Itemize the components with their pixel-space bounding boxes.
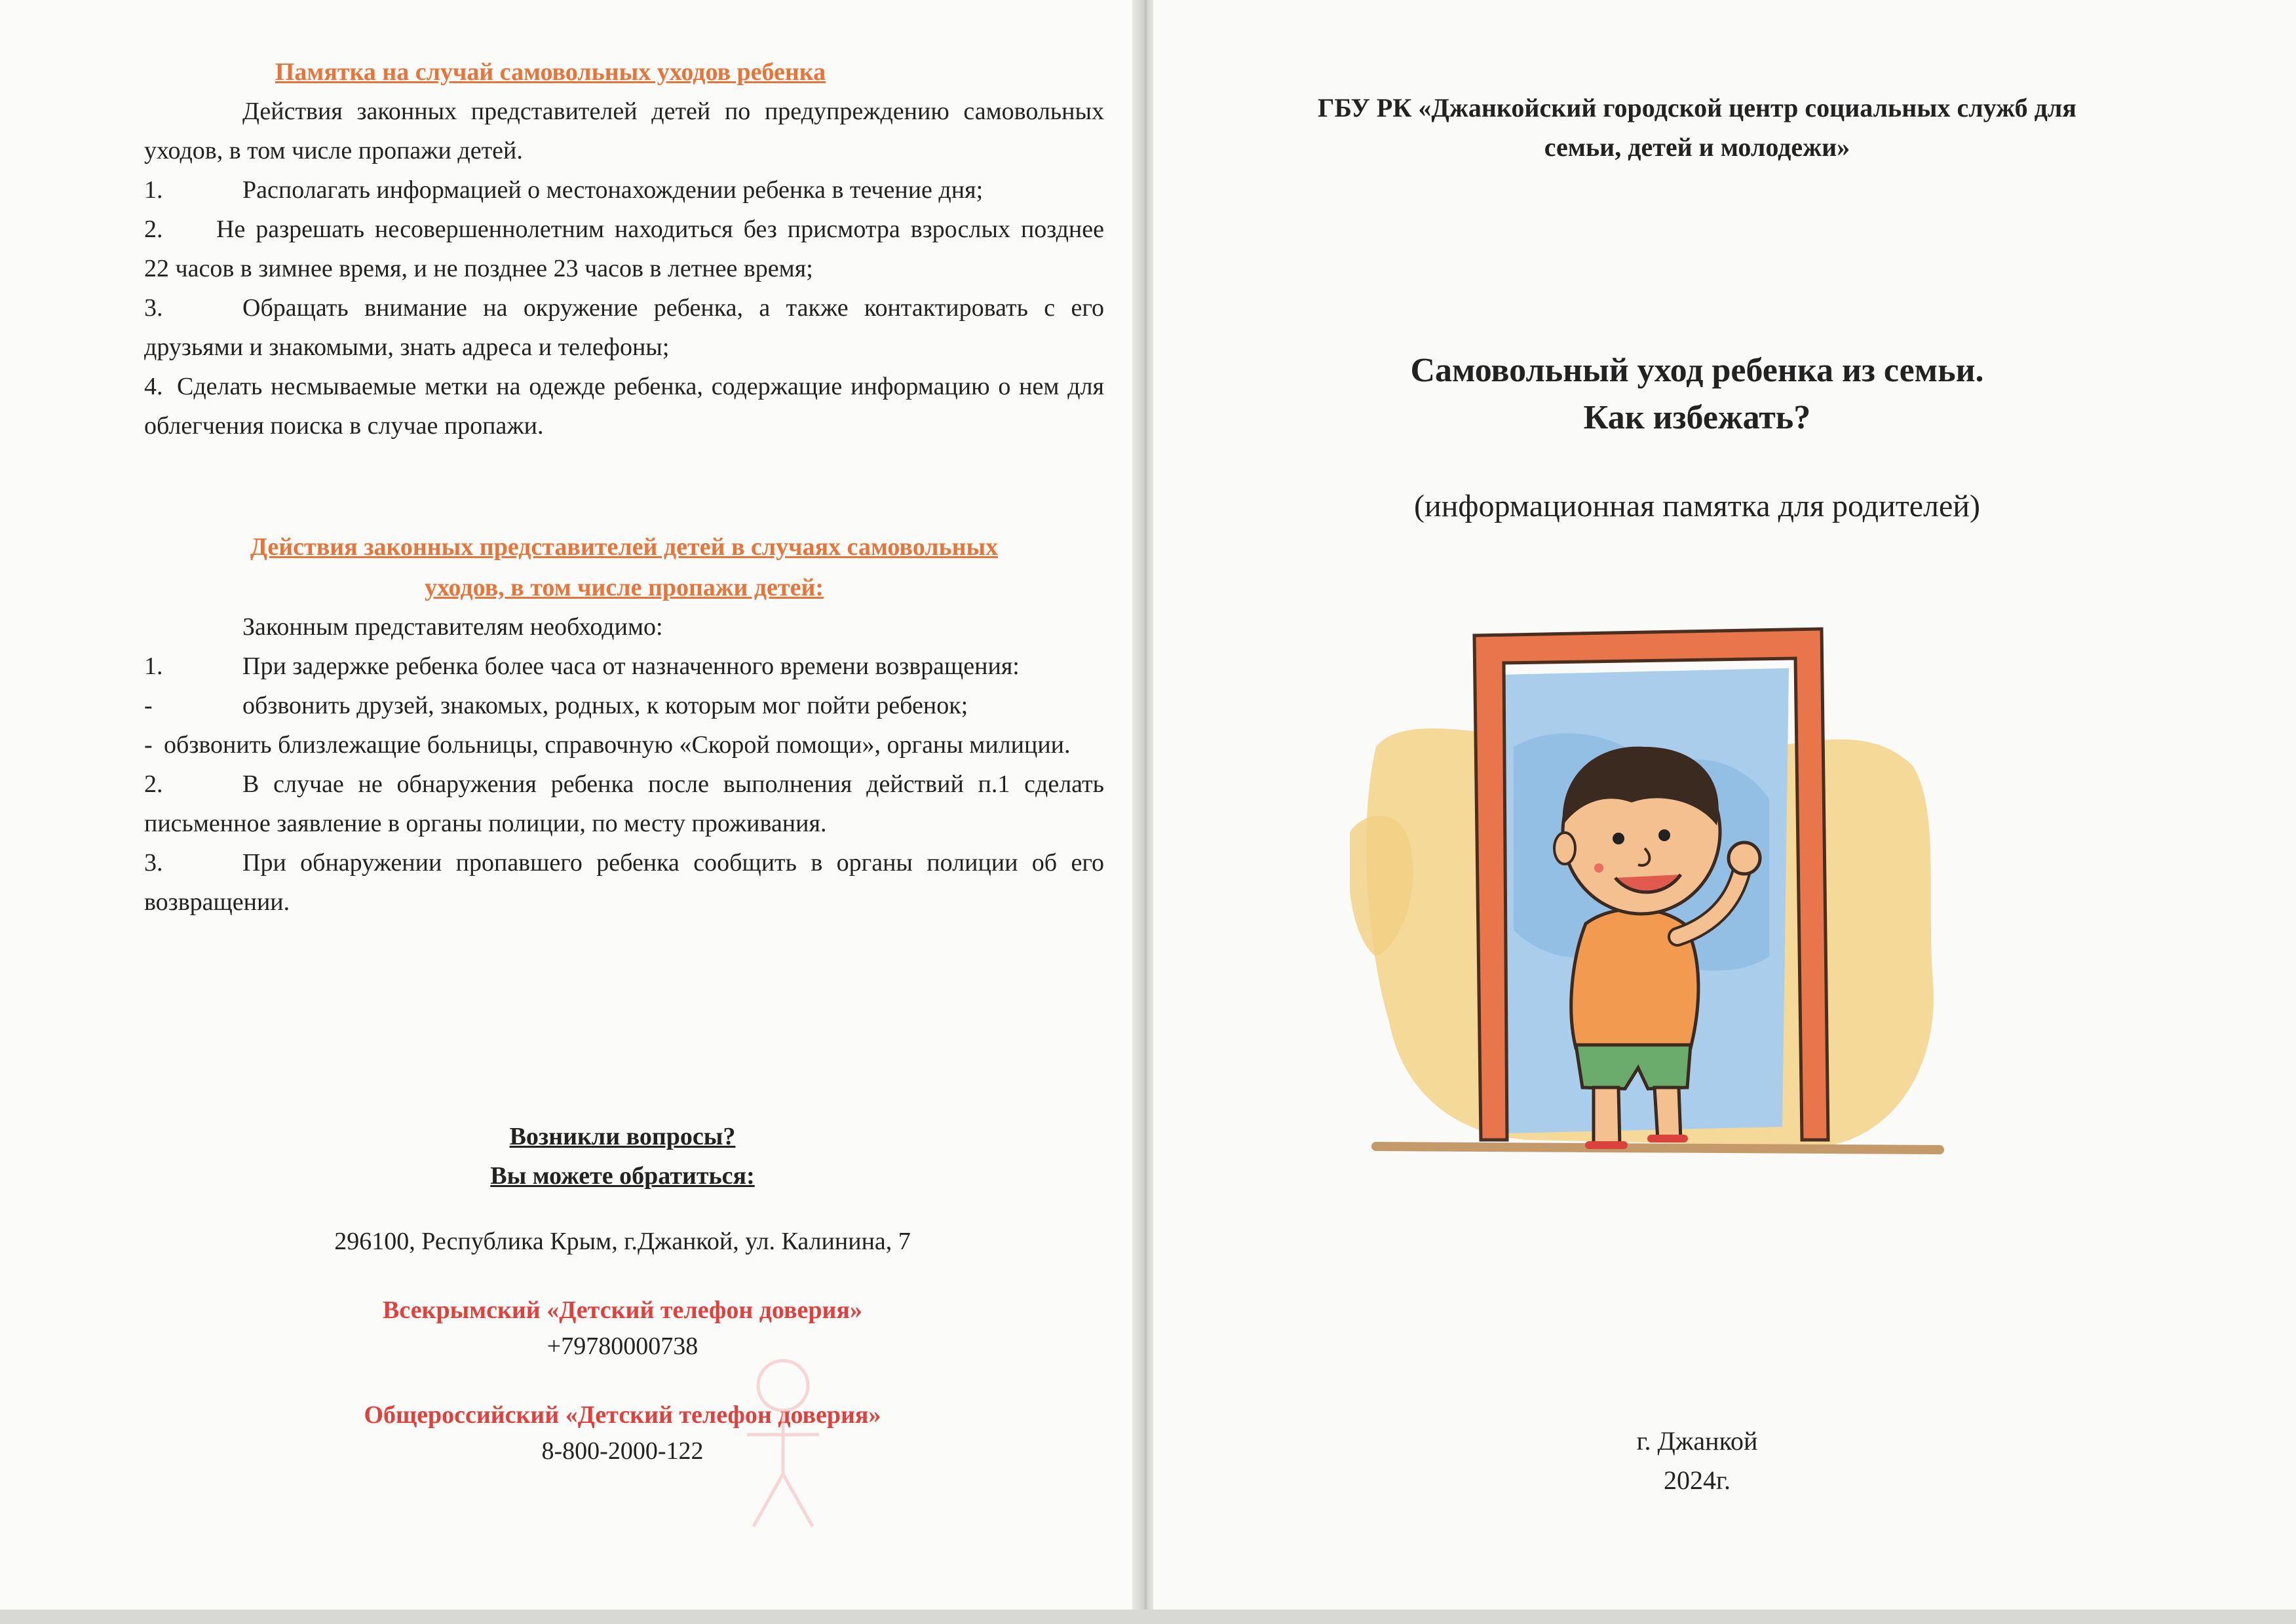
- action-item: [144, 647, 1104, 686]
- actions-lead: Законным представителям необходимо:: [242, 613, 663, 641]
- main-title-line1: Самовольный уход ребенка из семьи.: [1410, 352, 1984, 389]
- year: 2024г.: [1664, 1465, 1731, 1495]
- item-text: Сделать несмываемые метки на одежде ребенка, содержащие информацию о нем для облегчения поиска в случае пропажи.: [144, 373, 1104, 440]
- item-number: 3.: [144, 294, 163, 322]
- main-title-line2: Как избежать?: [1583, 399, 1811, 436]
- left-page: [0, 0, 1140, 1624]
- hotline1-phone[interactable]: +79780000738: [546, 1332, 698, 1360]
- prevention-item: [144, 288, 1104, 367]
- item-text: Обращать внимание на окружение ребенка, а также контактировать с его друзьями и знакомыми, знать адреса и телефоны;: [144, 294, 1104, 361]
- item-number: 4.: [144, 373, 163, 400]
- item-text: Располагать информацией о местонахождении ребенка в течение дня;: [242, 176, 984, 204]
- hotline1-name: Всекрымский «Детский телефон доверия»: [383, 1296, 862, 1324]
- item-number: 1.: [144, 176, 163, 204]
- questions-line1: Возникли вопросы?: [509, 1123, 736, 1150]
- prevention-item: [144, 170, 1104, 210]
- address: 296100, Республика Крым, г.Джанкой, ул. Калинина, 7: [334, 1228, 911, 1255]
- actions-list: [144, 647, 1104, 922]
- item-number: 1.: [144, 652, 163, 680]
- item-text: При обнаружении пропавшего ребенка сообщить в органы полиции об его возвращении.: [144, 849, 1104, 916]
- item-text: обзвонить друзей, знакомых, родных, к которым мог пойти ребенок;: [242, 692, 968, 719]
- item-number: 3.: [144, 849, 163, 877]
- scan-bottom-edge: [0, 1610, 2296, 1624]
- subtitle: (информационная памятка для родителей): [1414, 489, 1980, 523]
- actions-heading-line2: уходов, в том числе пропажи детей:: [424, 574, 824, 601]
- intro-paragraph: Действия законных представителей детей по предупреждению самовольных уходов, в том числе пропажи детей.: [144, 98, 1104, 164]
- action-item: [144, 765, 1104, 843]
- item-text: В случае не обнаружения ребенка после выполнения действий п.1 сделать письменное заявление в органы полиции, по месту проживания.: [144, 770, 1104, 837]
- item-number: 2.: [144, 216, 163, 243]
- item-number: -: [144, 731, 153, 759]
- prevention-item: [144, 210, 1104, 288]
- item-text: Не разрешать несовершеннолетним находиться без присмотра взрослых позднее 22 часов в зимнее время, и не позднее 23 часов в летнее время;: [144, 216, 1104, 282]
- item-number: 2.: [144, 770, 163, 798]
- hotline2-phone[interactable]: 8-800-2000-122: [541, 1437, 704, 1465]
- hotline2-name: Общероссийский «Детский телефон доверия»: [364, 1401, 881, 1429]
- city: г. Джанкой: [1636, 1426, 1758, 1456]
- action-item: [144, 843, 1104, 922]
- actions-heading-line1: Действия законных представителей детей в случаях самовольных: [250, 533, 999, 561]
- prevention-item: [144, 367, 1104, 445]
- questions-line2: Вы можете обратиться:: [490, 1162, 755, 1190]
- item-text: При задержке ребенка более часа от назначенного времени возвращения:: [242, 652, 1020, 680]
- item-number: -: [144, 692, 153, 719]
- org-line1: ГБУ РК «Джанкойский городской центр социальных служб для: [1318, 93, 2076, 123]
- boy-in-doorway-illustration: [1350, 616, 1953, 1173]
- action-item: [144, 725, 1104, 765]
- leaflet-title: Памятка на случай самовольных уходов ребенка: [275, 58, 826, 86]
- action-item: [144, 686, 1104, 725]
- faint-doodle: [708, 1350, 858, 1539]
- item-text: обзвонить близлежащие больницы, справочную «Скорой помощи», органы милиции.: [164, 731, 1071, 759]
- org-line2: семьи, детей и молодежи»: [1544, 132, 1850, 162]
- prevention-list: [144, 170, 1104, 445]
